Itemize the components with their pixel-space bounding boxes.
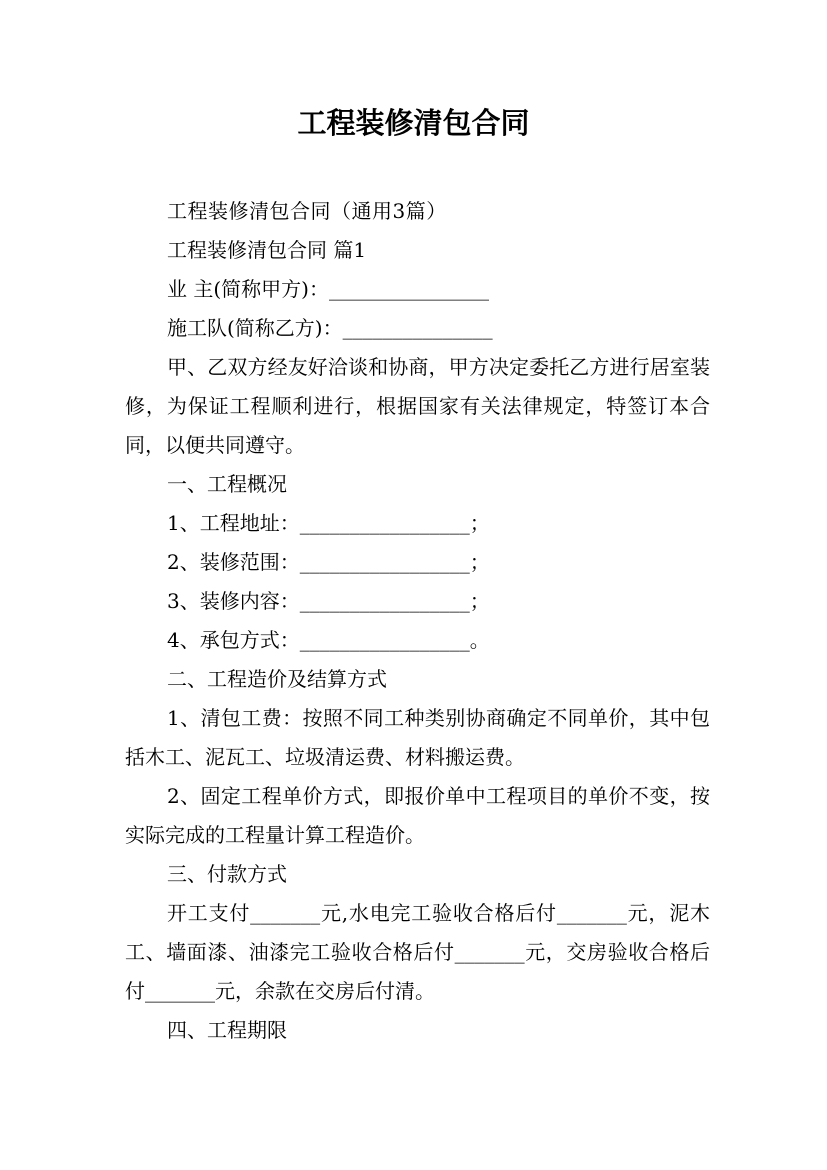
paragraph-contract-method: 4、承包方式：_________________。 <box>167 628 490 652</box>
paragraph-renovation-scope: 2、装修范围：_________________； <box>167 550 490 574</box>
paragraph-agreement: 甲、乙双方经友好洽谈和协商，甲方决定委托乙方进行居室装修，为保证工程顺利进行，根据国家有关法律规定，特签订本合同，以便共同遵守。 <box>125 355 710 457</box>
document-title: 工程装修清包合同 <box>297 106 530 140</box>
paragraph-fixed-unit-price: 2、固定工程单价方式，即报价单中工程项目的单价不变，按实际完成的工程量计算工程造价。 <box>125 784 710 847</box>
paragraph-labor-fee: 1、清包工费：按照不同工种类别协商确定不同单价，其中包括木工、泥瓦工、垃圾清运费、材料搬运费。 <box>125 706 710 769</box>
paragraph-payment-terms: 开工支付_______元,水电完工验收合格后付_______元，泥木工、墙面漆、油漆完工验收合格后付_______元，交房验收合格后付_______元，余款在交房后付清。 <box>125 901 710 1003</box>
paragraph-contract-heading: 工程装修清包合同（通用3篇） <box>167 199 447 223</box>
paragraph-party-b: 施工队(简称乙方)：_______________ <box>167 316 493 340</box>
paragraph-contract-part-1: 工程装修清包合同 篇1 <box>167 238 367 262</box>
paragraph-project-address: 1、工程地址：_________________； <box>167 511 490 535</box>
section-project-period: 四、工程期限 <box>167 1018 287 1042</box>
section-project-overview: 一、工程概况 <box>167 472 287 496</box>
paragraph-party-a: 业 主(简称甲方)：________________ <box>167 277 489 301</box>
paragraph-renovation-content: 3、装修内容：_________________； <box>167 589 490 613</box>
section-payment-method: 三、付款方式 <box>167 862 287 886</box>
section-cost-settlement: 二、工程造价及结算方式 <box>167 667 387 691</box>
document-body <box>125 192 710 1050</box>
